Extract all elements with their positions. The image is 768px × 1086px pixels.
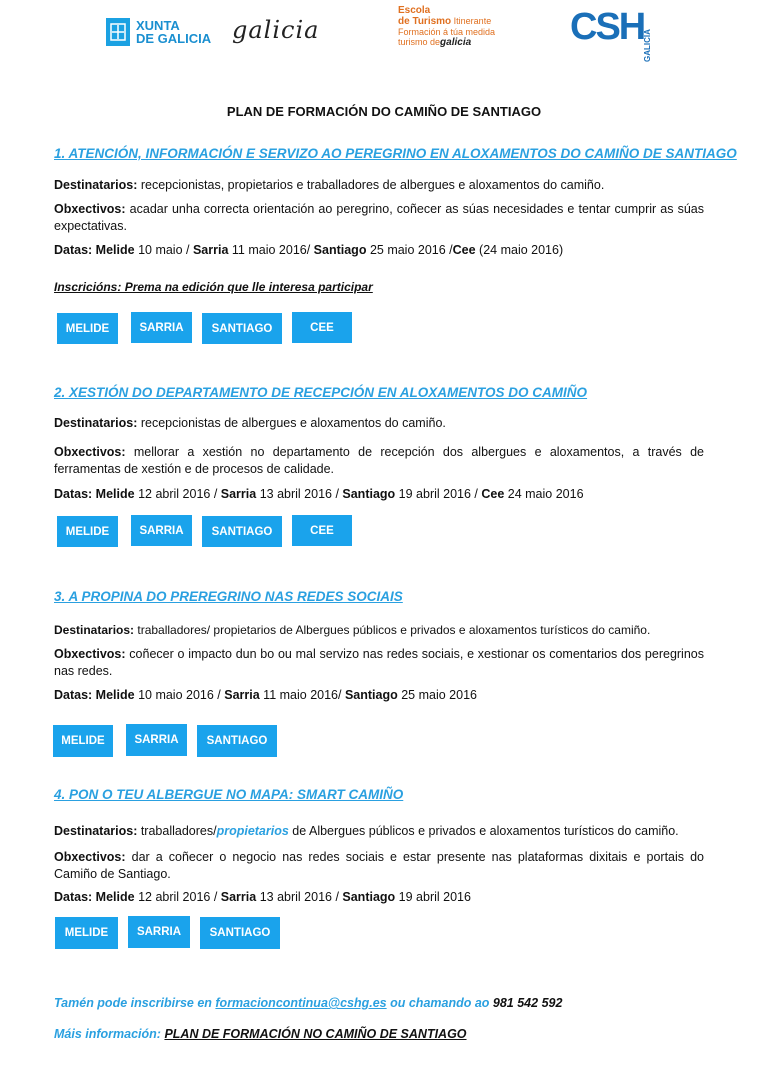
section-2-recipients: Destinatarios: recepcionistas de albergues e aloxamentos do camiño. <box>54 416 446 430</box>
s1-sarria-button[interactable]: SARRIA <box>131 312 192 343</box>
page-title: PLAN DE FORMACIÓN DO CAMIÑO DE SANTIAGO <box>226 104 542 119</box>
section-2-heading[interactable]: 2. XESTIÓN DO DEPARTAMENTO DE RECEPCIÓN EN ALOXAMENTOS DO CAMIÑO <box>54 385 588 400</box>
galicia-logo: galicia <box>232 16 320 44</box>
inscription-link[interactable]: Inscricións: Prema na edición que lle interesa participar <box>54 280 373 294</box>
section-2-dates: Datas: Melide 12 abril 2016 / Sarria 13 abril 2016 / Santiago 19 abril 2016 / Cee 24 maio 2016 <box>54 487 584 501</box>
section-3-dates: Datas: Melide 10 maio 2016 / Sarria 11 maio 2016/ Santiago 25 maio 2016 <box>54 688 477 702</box>
phone-number: 981 542 592 <box>492 996 563 1010</box>
s1-santiago-button[interactable]: SANTIAGO <box>202 313 282 344</box>
xunta-shield-icon <box>106 18 130 46</box>
section-3-recipients: Destinatarios: traballadores/ propietarios de Albergues públicos e privados e aloxamentos turísticos do camiño. <box>54 623 651 637</box>
xunta-line2: DE GALICIA <box>136 31 212 46</box>
s3-santiago-button[interactable]: SANTIAGO <box>197 725 277 757</box>
s3-melide-button[interactable]: MELIDE <box>53 725 113 757</box>
section-1-recipients: Destinatarios: recepcionistas, propietarios e traballadores de albergues e aloxamentos do camiño. <box>54 178 605 192</box>
s2-santiago-button[interactable]: SANTIAGO <box>202 516 282 547</box>
email-link[interactable]: formacioncontinua@cshg.es <box>215 996 387 1010</box>
s1-melide-button[interactable]: MELIDE <box>57 313 118 344</box>
contact-line: Tamén pode inscribirse en formacioncontinua@cshg.es ou chamando ao 981 542 592 <box>54 996 563 1010</box>
section-1-heading[interactable]: 1. ATENCIÓN, INFORMACIÓN E SERVIZO AO PEREGRINO EN ALOXAMENTOS DO CAMIÑO DE SANTIAGO <box>54 146 737 161</box>
s1-cee-button[interactable]: CEE <box>292 312 352 343</box>
section-1-dates: Datas: Melide 10 maio / Sarria 11 maio 2016/ Santiago 25 maio 2016 /Cee (24 maio 2016) <box>54 243 564 257</box>
xunta-logo <box>106 18 211 46</box>
more-info-line: Máis información: PLAN DE FORMACIÓN NO CAMIÑO DE SANTIAGO <box>54 1027 467 1041</box>
section-2-objectives: Obxectivos: mellorar a xestión no departamento de recepción dos albergues e aloxamentos, a través de ferramentas de xestión e de procesos de calidade. <box>54 445 704 476</box>
s4-melide-button[interactable]: MELIDE <box>55 917 118 949</box>
section-1-objectives: Obxectivos: acadar unha correcta orientación ao peregrino, coñecer as súas necesidades e tentar cumprir as súas expectativas. <box>54 202 704 233</box>
csh-logo: CSH <box>570 6 645 48</box>
escola-turismo-logo: Escola de Turismo Itinerante Formación á túa medida turismo degalicia <box>398 5 496 48</box>
section-3-objectives: Obxectivos: coñecer o impacto dun bo ou mal servizo nas redes sociais, e xestionar os comentarios dos peregrinos nas redes. <box>54 647 704 678</box>
s2-sarria-button[interactable]: SARRIA <box>131 515 192 546</box>
section-4-dates: Datas: Melide 12 abril 2016 / Sarria 13 abril 2016 / Santiago 19 abril 2016 <box>54 890 471 904</box>
section-4-heading[interactable]: 4. PON O TEU ALBERGUE NO MAPA: SMART CAMIÑO <box>54 787 404 802</box>
more-info-link[interactable]: PLAN DE FORMACIÓN NO CAMIÑO DE SANTIAGO <box>164 1027 467 1041</box>
section-4-recipients: Destinatarios: traballadores/propietarios de Albergues públicos e privados e aloxamentos turísticos do camiño. <box>54 824 679 838</box>
s4-sarria-button[interactable]: SARRIA <box>128 916 190 948</box>
section-3-heading[interactable]: 3. A PROPINA DO PREREGRINO NAS REDES SOCIAIS <box>54 589 403 604</box>
section-4-objectives: Obxectivos: dar a coñecer o negocio nas redes sociais e estar presente nas plataformas dixitais e portais do Camiño de Santiago. <box>54 850 704 881</box>
s2-melide-button[interactable]: MELIDE <box>57 516 118 547</box>
csh-logo-subtitle: GALICIA <box>643 29 652 62</box>
xunta-line1: XUNTA <box>136 18 180 33</box>
s3-sarria-button[interactable]: SARRIA <box>126 724 187 756</box>
s2-cee-button[interactable]: CEE <box>292 515 352 546</box>
s4-santiago-button[interactable]: SANTIAGO <box>200 917 280 949</box>
